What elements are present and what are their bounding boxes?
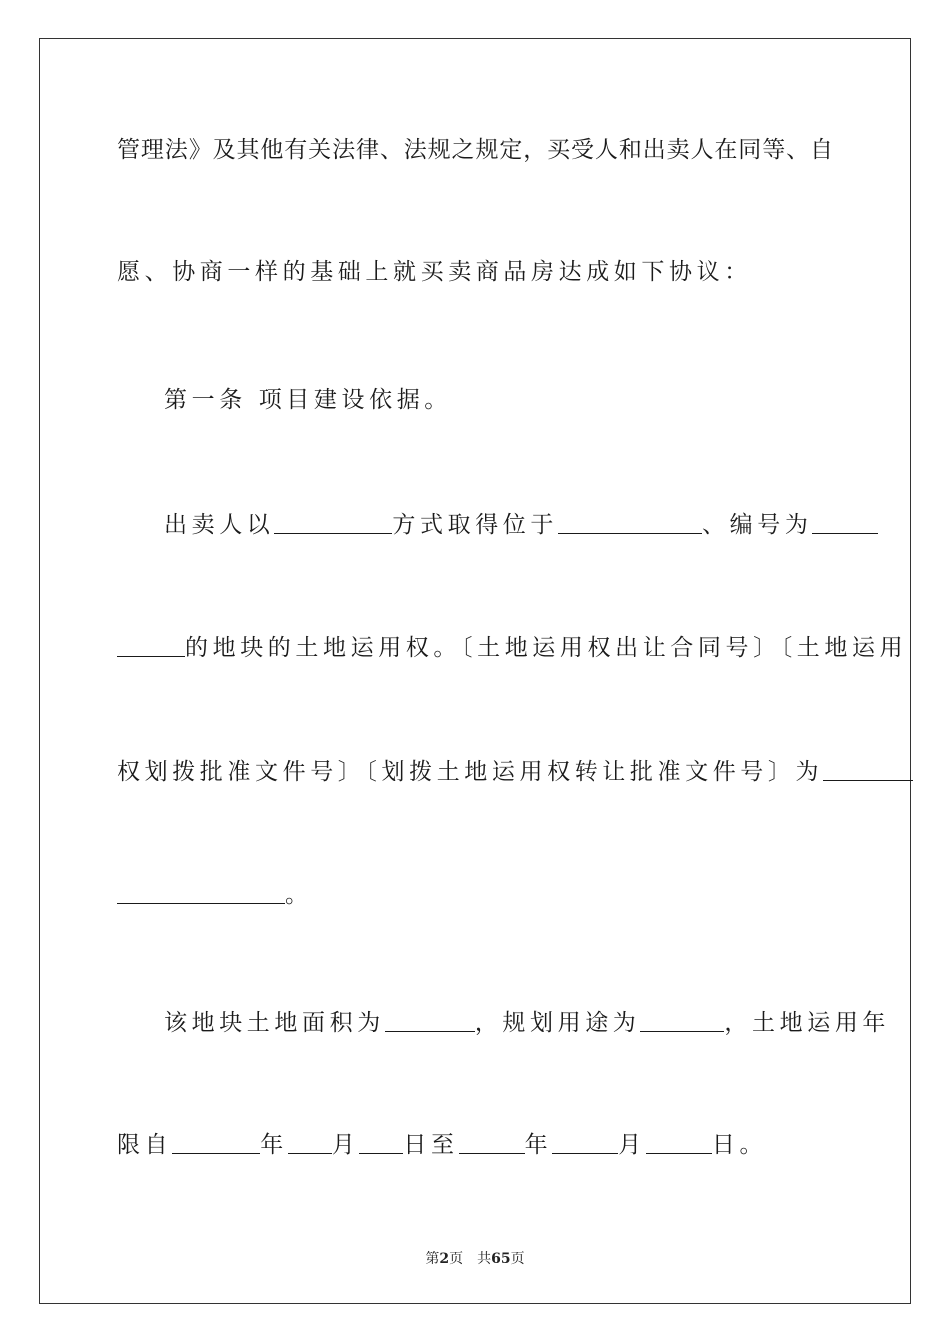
text-line-1: 管理法》及其他有关法律、法规之规定，买受人和出卖人在同等、自: [117, 137, 833, 163]
text-line-9: [117, 1130, 833, 1160]
fill-blank-document-number-cont: [117, 881, 285, 904]
fill-blank-location: [558, 511, 702, 534]
fill-blank-end-month: [552, 1131, 618, 1154]
text-line-8: [117, 1008, 891, 1038]
fill-blank-planned-use: [640, 1009, 724, 1032]
page-border: [39, 38, 911, 1304]
text-line-5: [117, 633, 908, 663]
text-segment: 月: [618, 1132, 646, 1158]
fill-blank-number-cont: [117, 634, 185, 657]
text-segment: 的地块的土地运用权。〔土地运用权出让合同号〕〔土地运用: [185, 635, 908, 661]
footer-page-number: 2: [439, 1251, 450, 1267]
text-segment: 日至: [403, 1132, 459, 1158]
fill-blank-end-year: [459, 1131, 525, 1154]
text-segment: 年: [260, 1132, 288, 1158]
fill-blank-end-day: [646, 1131, 712, 1154]
text-line-2: 愿、协商一样的基础上就买卖商品房达成如下协议：: [117, 259, 752, 285]
text-segment: 年: [524, 1132, 553, 1158]
text-segment: ，规划用途为: [474, 1010, 641, 1036]
text-segment: 该地块土地面积为: [164, 1010, 385, 1036]
fill-blank-start-day: [359, 1131, 403, 1154]
page-footer: [0, 1248, 950, 1268]
text-line-7: [117, 880, 833, 910]
text-line-6: [117, 757, 833, 787]
footer-total-pages: 65: [491, 1251, 511, 1267]
fill-blank-document-number: [823, 758, 913, 781]
text-segment: 方式取得位于: [392, 512, 559, 538]
text-segment: 出卖人以: [164, 512, 275, 538]
text-line-4: [117, 510, 833, 540]
footer-mid: 页 共: [449, 1251, 492, 1267]
fill-blank-start-year: [172, 1131, 260, 1154]
fill-blank-acquisition-method: [274, 511, 392, 534]
footer-prefix: 第: [425, 1251, 440, 1267]
fill-blank-start-month: [288, 1131, 332, 1154]
fill-blank-land-area: [385, 1009, 475, 1032]
text-segment: 、编号为: [702, 512, 813, 538]
fill-blank-number: [812, 511, 878, 534]
text-segment: 。: [285, 882, 313, 908]
text-segment: 月: [331, 1132, 360, 1158]
footer-suffix: 页: [510, 1251, 525, 1267]
text-segment: 权划拨批准文件号〕〔划拨土地运用权转让批准文件号〕为: [117, 759, 824, 785]
text-segment: ，土地运用年: [724, 1010, 891, 1036]
text-segment: 限自: [117, 1132, 173, 1158]
text-segment: 日。: [711, 1132, 768, 1158]
article-heading: 第一条 项目建设依据。: [164, 387, 452, 413]
